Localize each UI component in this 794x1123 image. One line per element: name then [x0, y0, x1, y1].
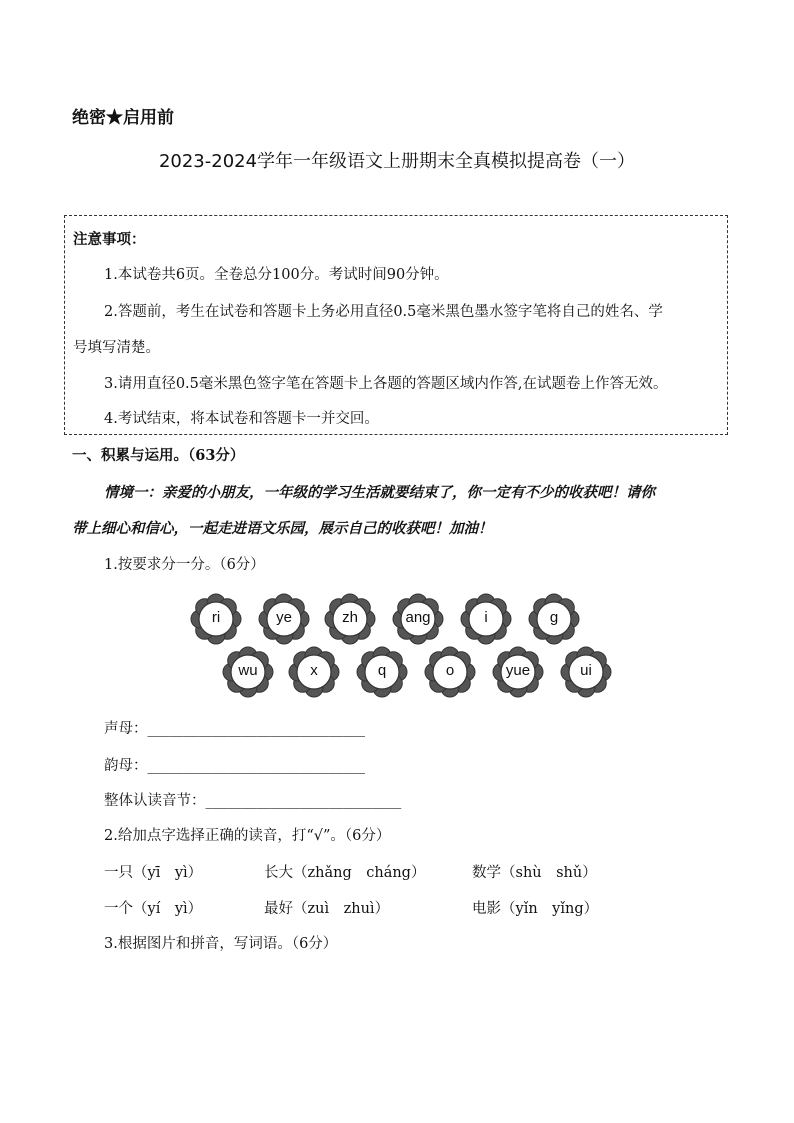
flower-zh: [324, 593, 376, 645]
yunmu-blank[interactable]: ______________________________: [147, 758, 365, 774]
question-1-prompt: 1.按要求分一分。（6分）: [104, 557, 265, 573]
flower-yue: [492, 646, 544, 698]
flower-ui: [560, 646, 612, 698]
q2-item-dianying[interactable]: 电影（yǐn yǐng）: [472, 901, 599, 917]
zhengti-blank[interactable]: ___________________________: [205, 793, 402, 809]
flower-label: i: [484, 609, 488, 626]
shengmu-blank[interactable]: ______________________________: [147, 721, 365, 737]
notice-box: [64, 215, 728, 435]
scene-text-line2: 带上细心和信心，一起走进语文乐园，展示自己的收获吧！加油！: [72, 520, 493, 537]
flower-ri: [190, 593, 242, 645]
zhengti-label: 整体认读音节：: [104, 793, 206, 809]
flower-label: g: [549, 609, 559, 626]
flower-ang: [392, 593, 444, 645]
q2-item-shuxue[interactable]: 数学（shù shǔ）: [472, 865, 597, 881]
flower-g: [528, 593, 580, 645]
q2-item-zhangda[interactable]: 长大（zhǎng cháng）: [264, 865, 426, 881]
flower-wu: [222, 646, 274, 698]
flower-o: [424, 646, 476, 698]
q2-item-yige[interactable]: 一个（yí yì）: [104, 901, 203, 917]
yunmu-row: [104, 754, 365, 775]
q2-item-zuihao[interactable]: 最好（zuì zhuì）: [264, 901, 390, 917]
flower-label: q: [377, 662, 387, 679]
question-3-prompt: 3.根据图片和拼音，写词语。（6分）: [104, 936, 338, 952]
flower-label: o: [445, 662, 455, 679]
flower-ye: [258, 593, 310, 645]
notice-item-2-cont: 号填写清楚。: [73, 340, 160, 356]
notice-heading: 注意事项：: [73, 231, 146, 248]
scene-text-line1: 情境一：亲爱的小朋友，一年级的学习生活就要结束了，你一定有不少的收获吧！请你: [104, 484, 655, 501]
zhengti-row: [104, 789, 401, 810]
flower-label: ri: [211, 609, 221, 626]
notice-item-4: 4.考试结束，将本试卷和答题卡一并交回。: [104, 411, 379, 427]
flower-label: wu: [238, 662, 258, 679]
flower-i: [460, 593, 512, 645]
flower-label: ui: [580, 662, 592, 679]
notice-item-3: 3.请用直径0.5毫米黑色签字笔在答题卡上各题的答题区域内作答,在试题卷上作答无效。: [104, 376, 668, 392]
flower-label: x: [310, 662, 318, 679]
exam-title: 2023-2024学年一年级语文上册期末全真模拟提高卷（一）: [158, 151, 636, 172]
confidential-label: 绝密★启用前: [72, 108, 174, 128]
q2-item-yizhi[interactable]: 一只（yī yì）: [104, 865, 203, 881]
flower-label: yue: [505, 662, 531, 679]
flower-label: ang: [405, 609, 431, 626]
flower-label: zh: [342, 609, 358, 626]
flower-label: ye: [276, 609, 292, 626]
notice-item-2: 2.答题前，考生在试卷和答题卡上务必用直径0.5毫米黑色墨水签字笔将自己的姓名、学: [104, 304, 663, 320]
shengmu-row: [104, 717, 365, 738]
flower-q: [356, 646, 408, 698]
flower-x: [288, 646, 340, 698]
question-2-prompt: 2.给加点字选择正确的读音，打“√”。（6分）: [104, 828, 391, 844]
shengmu-label: 声母：: [104, 721, 148, 737]
yunmu-label: 韵母：: [104, 758, 148, 774]
notice-item-1: 1.本试卷共6页。全卷总分100分。考试时间90分钟。: [104, 267, 449, 283]
section-heading: 一、积累与运用。（63分）: [72, 447, 245, 464]
